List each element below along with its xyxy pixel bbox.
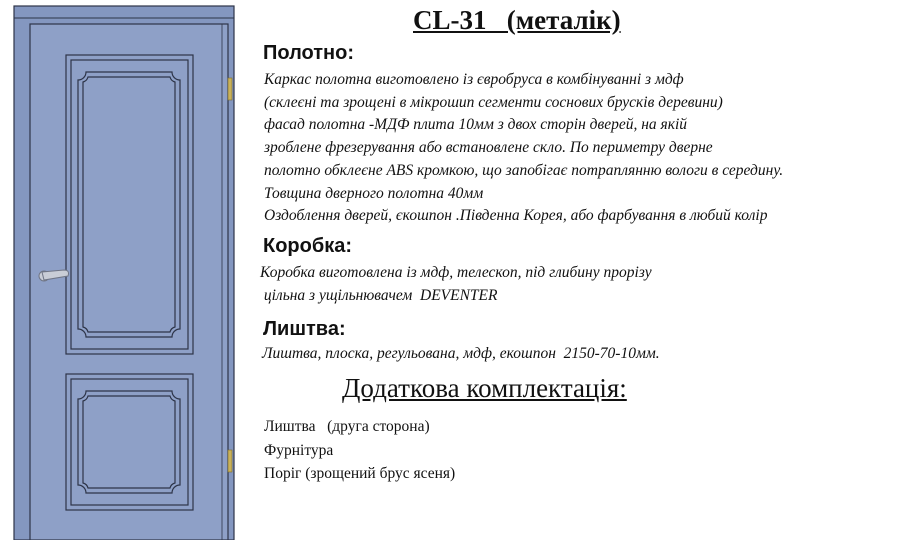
hinge-icon <box>228 450 232 472</box>
door-leaf <box>30 24 228 540</box>
section-text-korobka <box>260 262 652 307</box>
text-line: Оздоблення дверей, єкошпон .Південна Корея, або фарбування в любий колір <box>264 207 768 225</box>
text-line: (склеєні та зрощені в мікрошип сегменти соснових брусків деревини) <box>264 93 723 111</box>
text-line: Каркас полотна виготовлено із євробруса в комбінуванні з мдф <box>264 71 684 88</box>
hinge-icon <box>228 78 232 100</box>
text-line: зроблене фрезерування або встановлене скло. По периметру дверне <box>264 139 713 157</box>
section-text-polotno <box>264 69 783 228</box>
list-item: Поріг (зрощений брус ясеня) <box>264 465 456 482</box>
spec-content <box>258 0 898 540</box>
list-item: Лиштва (друга сторона) <box>264 418 430 435</box>
section-heading-lyshtva: Лиштва: <box>263 318 346 340</box>
page-title: CL-31 (металік) <box>413 5 621 35</box>
list-item: Фурнітура <box>264 441 334 459</box>
extra-equipment-list <box>264 415 455 486</box>
text-line: фасад полотна -МДФ плита 10мм з двох сторін дверей, на якій <box>264 116 688 134</box>
section-text-lyshtva <box>262 343 660 366</box>
door-image <box>0 0 250 540</box>
text-line: полотно обклеєне ABS кромкою, що запобігає потраплянню вологи в середину. <box>264 161 784 179</box>
text-line: Коробка виготовлена із мдф, телескоп, під глибину прорізу <box>260 264 652 281</box>
text-line: Товщина дверного полотна 40мм <box>264 184 484 202</box>
text-line: Лиштва, плоска, регульована, мдф, екошпон 2150-70-10мм. <box>262 345 660 362</box>
text-line: цільна з ущільнювачем DEVENTER <box>260 286 498 304</box>
section-heading-polotno: Полотно: <box>263 42 355 64</box>
extra-equipment-title: Додаткова комплектація: <box>342 373 627 403</box>
section-heading-korobka: Коробка: <box>263 235 353 257</box>
